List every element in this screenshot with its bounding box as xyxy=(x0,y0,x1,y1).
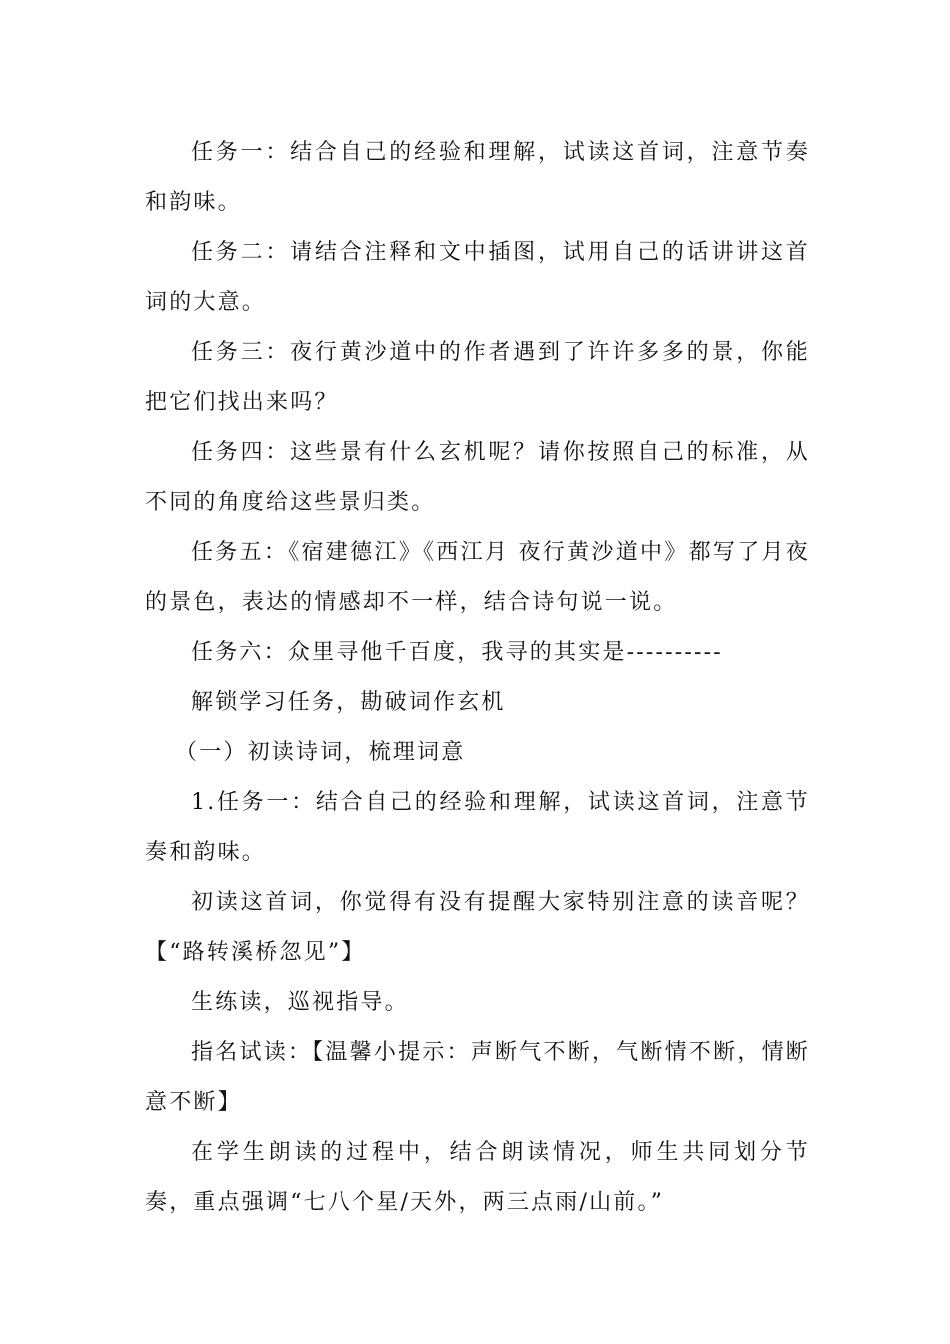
task-five-paragraph: 任务五：《宿建德江》《西江月 夜行黄沙道中》都写了月夜的景色，表达的情感却不一样，结合诗句说一说。 xyxy=(145,540,810,615)
reading-question-paragraph: 初读这首词，你觉得有没有提醒大家特别注意的读音呢？【“路转溪桥忽见”】 xyxy=(145,890,810,965)
document-body xyxy=(145,128,810,1228)
task-four-paragraph: 任务四：这些景有什么玄机呢？请你按照自己的标准，从不同的角度给这些景归类。 xyxy=(145,440,810,515)
task-three-paragraph: 任务三：夜行黄沙道中的作者遇到了许许多多的景，你能把它们找出来吗？ xyxy=(145,340,810,415)
practice-paragraph: 生练读，巡视指导。 xyxy=(191,990,409,1015)
section-heading: 解锁学习任务，勘破词作玄机 xyxy=(191,690,506,715)
reading-tip-paragraph: 指名试读：【温馨小提示：声断气不断，气断情不断，情断意不断】 xyxy=(145,1040,810,1115)
numbered-task-paragraph: 1.任务一：结合自己的经验和理解，试读这首词，注意节奏和韵味。 xyxy=(145,790,810,865)
subsection-heading: （一）初读诗词，梳理词意 xyxy=(175,740,466,765)
task-one-paragraph: 任务一：结合自己的经验和理解，试读这首词，注意节奏和韵味。 xyxy=(145,140,810,215)
rhythm-paragraph: 在学生朗读的过程中，结合朗读情况，师生共同划分节奏，重点强调“七八个星/天外，两三点雨/山前。” xyxy=(145,1140,810,1215)
task-six-paragraph: 任务六：众里寻他千百度，我寻的其实是---------- xyxy=(191,640,723,665)
task-two-paragraph: 任务二：请结合注释和文中插图，试用自己的话讲讲这首词的大意。 xyxy=(145,240,810,315)
